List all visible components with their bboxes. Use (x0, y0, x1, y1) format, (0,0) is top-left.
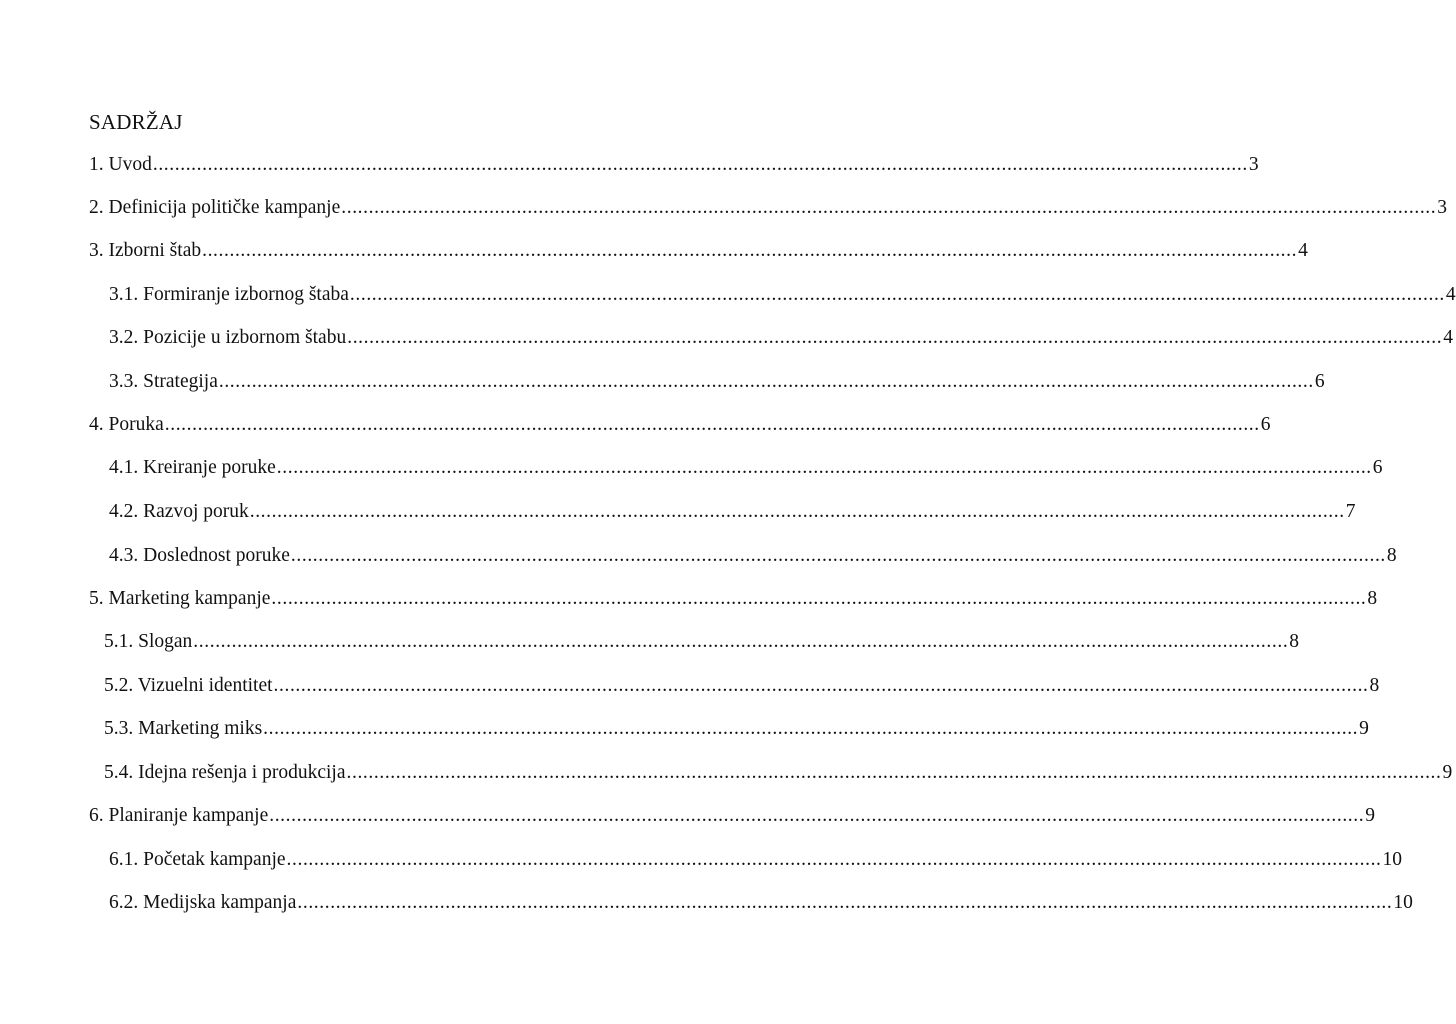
toc-entry-page-number: 10 (1382, 849, 1403, 870)
toc-dot-leader: ........................................................................................................................................................................................................ (286, 849, 1382, 870)
toc-entry-uvod[interactable] (89, 150, 1259, 180)
toc-entry-label: 5.3. Marketing miks (104, 718, 263, 739)
toc-entry-marketing-miks[interactable] (104, 714, 1369, 744)
toc-entry-label: 4.3. Doslednost poruke (109, 545, 290, 566)
toc-entry-label: 5.2. Vizuelni identitet (104, 675, 273, 696)
toc-entry-label: 5.4. Idejna rešenja i produkcija (104, 762, 346, 783)
toc-entry-label: 4. Poruka (89, 414, 164, 435)
toc-entry-definicija[interactable] (89, 193, 1447, 223)
toc-entry-label: 5.1. Slogan (104, 631, 193, 652)
toc-entry-label: 3.2. Pozicije u izbornom štabu (109, 327, 347, 348)
toc-entry-page-number: 9 (1442, 762, 1453, 783)
toc-dot-leader: ........................................................................................................................................................................................................ (271, 588, 1367, 609)
toc-entry-page-number: 9 (1365, 805, 1375, 826)
toc-dot-leader: ........................................................................................................................................................................................................ (290, 545, 1386, 566)
toc-entry-poruka[interactable] (89, 410, 1271, 440)
toc-dot-leader: ........................................................................................................................................................................................................ (269, 805, 1365, 826)
toc-entry-izborni-stab[interactable] (89, 236, 1308, 266)
toc-entry-page-number: 8 (1386, 545, 1397, 566)
toc-entry-page-number: 9 (1359, 718, 1369, 739)
toc-entry-page-number: 6 (1372, 457, 1383, 478)
toc-entry-marketing[interactable] (89, 584, 1378, 614)
toc-entry-page-number: 4 (1443, 327, 1453, 348)
toc-dot-leader: ........................................................................................................................................................................................................ (346, 762, 1442, 783)
toc-entry-label: 4.2. Razvoj poruk (109, 501, 249, 522)
toc-entry-strategija[interactable] (109, 367, 1325, 397)
toc-entry-formiranje[interactable] (109, 280, 1456, 310)
toc-entry-vizuelni[interactable] (104, 671, 1380, 701)
toc-entry-page-number: 8 (1289, 631, 1300, 652)
toc-entry-slogan[interactable] (104, 627, 1300, 657)
toc-entry-planiranje[interactable] (89, 801, 1375, 831)
toc-dot-leader: ........................................................................................................................................................................................................ (152, 154, 1248, 175)
toc-entry-medijska[interactable] (109, 888, 1413, 918)
toc-entry-pozicije[interactable] (109, 323, 1453, 353)
toc-entry-label: 5. Marketing kampanje (89, 588, 271, 609)
toc-dot-leader: ........................................................................................................................................................................................................ (276, 457, 1372, 478)
toc-entry-label: 3.3. Strategija (109, 371, 218, 392)
toc-entry-label: 3.1. Formiranje izbornog štaba (109, 284, 349, 305)
toc-dot-leader: ........................................................................................................................................................................................................ (349, 284, 1445, 305)
toc-heading: SADRŽAJ (89, 110, 183, 134)
toc-dot-leader: ........................................................................................................................................................................................................ (297, 892, 1393, 913)
toc-entry-label: 3. Izborni štab (89, 240, 202, 261)
toc-dot-leader: ........................................................................................................................................................................................................ (341, 197, 1437, 218)
toc-entry-page-number: 8 (1367, 588, 1378, 609)
toc-dot-leader: ........................................................................................................................................................................................................ (193, 631, 1289, 652)
toc-entry-label: 4.1. Kreiranje poruke (109, 457, 276, 478)
toc-dot-leader: ........................................................................................................................................................................................................ (347, 327, 1443, 348)
toc-entry-label: 6. Planiranje kampanje (89, 805, 269, 826)
toc-entry-page-number: 3 (1437, 197, 1447, 218)
toc-entry-page-number: 3 (1248, 154, 1259, 175)
toc-dot-leader: ........................................................................................................................................................................................................ (273, 675, 1369, 696)
toc-entry-page-number: 8 (1369, 675, 1380, 696)
toc-entry-label: 1. Uvod (89, 154, 152, 175)
toc-entry-pocetak[interactable] (109, 845, 1403, 875)
toc-entry-doslednost[interactable] (109, 541, 1397, 571)
toc-entry-page-number: 6 (1314, 371, 1325, 392)
toc-dot-leader: ........................................................................................................................................................................................................ (249, 501, 1345, 522)
toc-entry-razvoj[interactable] (109, 497, 1356, 527)
toc-entry-page-number: 6 (1260, 414, 1271, 435)
toc-entry-label: 2. Definicija političke kampanje (89, 197, 341, 218)
toc-entry-page-number: 7 (1345, 501, 1356, 522)
toc-dot-leader: ........................................................................................................................................................................................................ (218, 371, 1314, 392)
toc-dot-leader: ........................................................................................................................................................................................................ (263, 718, 1359, 739)
toc-dot-leader: ........................................................................................................................................................................................................ (202, 240, 1298, 261)
toc-dot-leader: ........................................................................................................................................................................................................ (164, 414, 1260, 435)
toc-entry-idejna[interactable] (104, 758, 1453, 788)
toc-entry-label: 6.1. Početak kampanje (109, 849, 286, 870)
toc-entry-page-number: 4 (1298, 240, 1308, 261)
toc-entry-page-number: 4 (1445, 284, 1456, 305)
toc-entry-kreiranje[interactable] (109, 453, 1383, 483)
toc-entry-page-number: 10 (1393, 892, 1413, 913)
toc-entry-label: 6.2. Medijska kampanja (109, 892, 297, 913)
